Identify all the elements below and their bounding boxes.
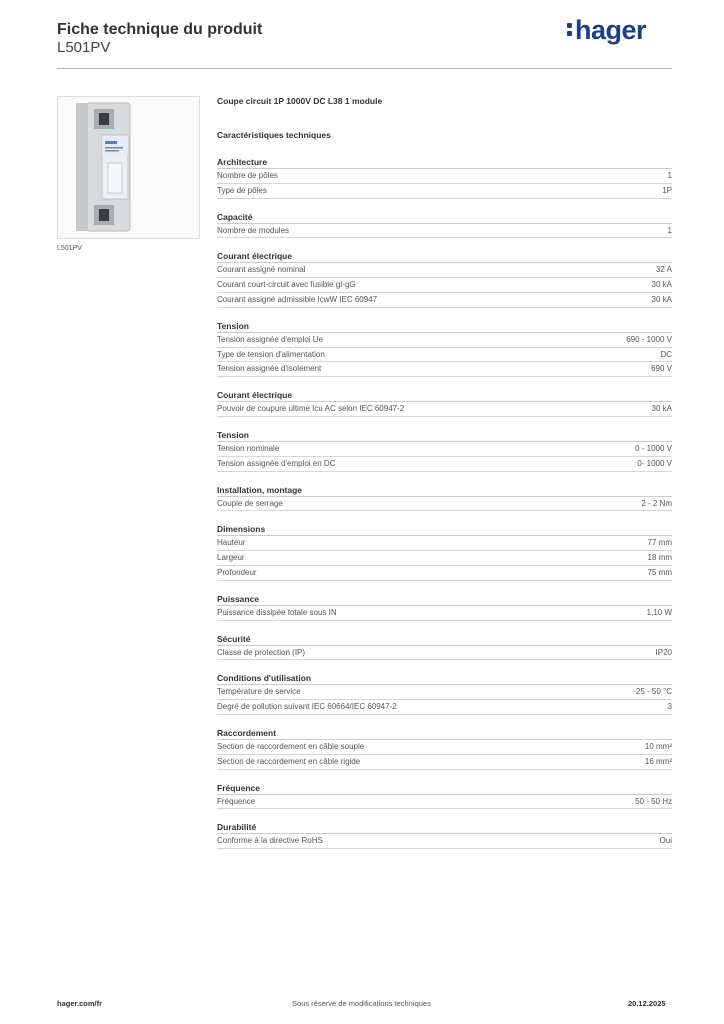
spec-row — [217, 497, 672, 512]
spec-label: Nombre de modules — [217, 225, 290, 235]
spec-row — [217, 333, 672, 348]
spec-value: 75 mm — [647, 567, 672, 577]
product-image — [57, 96, 200, 239]
spec-label: Largeur — [217, 553, 245, 563]
section-title: Tension — [217, 429, 672, 442]
section-title: Durabilité — [217, 821, 672, 834]
spec-value: 1 — [667, 171, 672, 180]
spec-value: 1,10 W — [646, 607, 672, 617]
spec-label: Nombre de pôles — [217, 171, 278, 180]
product-reference: L501PV — [57, 39, 111, 56]
spec-label: Fréquence — [217, 796, 256, 806]
spec-value: IP20 — [655, 647, 672, 657]
spec-row — [217, 755, 672, 770]
spec-row — [217, 536, 672, 551]
spec-row — [217, 293, 672, 308]
page-title: Fiche technique du produit — [57, 21, 263, 38]
spec-value: 690 V — [651, 364, 672, 374]
spec-label: Classe de protection (IP) — [217, 647, 306, 657]
spec-row — [217, 184, 672, 199]
section-title: Architecture — [217, 156, 672, 169]
spec-value: 2 - 2 Nm — [641, 498, 672, 508]
spec-label: Température de service — [217, 687, 301, 697]
spec-sections — [217, 156, 672, 849]
spec-label: Tension nominale — [217, 443, 280, 453]
spec-value: 1 — [667, 225, 672, 235]
spec-row — [217, 169, 672, 184]
spec-row — [217, 795, 672, 810]
spec-section — [217, 821, 672, 849]
spec-value: 1P — [662, 185, 672, 195]
spec-section — [217, 156, 672, 199]
spec-row — [217, 834, 672, 849]
product-description: Coupe circuit 1P 1000V DC L38 1 module — [217, 96, 383, 106]
spec-row — [217, 348, 672, 363]
spec-content — [217, 96, 672, 849]
spec-section — [217, 389, 672, 417]
spec-label: Section de raccordement en câble souple — [217, 741, 365, 751]
spec-section — [217, 727, 672, 770]
image-caption: L501PV — [57, 245, 82, 252]
spec-row — [217, 551, 672, 566]
header-divider — [57, 68, 672, 69]
spec-section — [217, 211, 672, 239]
spec-value: 10 mm² — [644, 741, 672, 751]
spec-row — [217, 457, 672, 472]
tech-characteristics-title: Caractéristiques techniques — [217, 130, 331, 140]
section-title: Sécurité — [217, 633, 672, 646]
spec-row — [217, 646, 672, 661]
spec-value: 18 mm — [647, 553, 672, 563]
spec-value: 30 kA — [651, 294, 672, 304]
spec-label: Tension assignée d'emploi en DC — [217, 458, 336, 468]
spec-label: Tension assignée d'isolement — [217, 364, 322, 374]
spec-row — [217, 606, 672, 621]
spec-value: 690 - 1000 V — [626, 334, 672, 344]
spec-section — [217, 429, 672, 472]
spec-value: 30 kA — [651, 280, 672, 290]
spec-value: 77 mm — [647, 538, 672, 548]
spec-label: Pouvoir de coupure ultime Icu AC selon IEC 60947-2 — [217, 404, 405, 414]
spec-label: Courant assigné admissible IcwW IEC 60947 — [217, 294, 378, 304]
spec-value: DC — [660, 349, 672, 359]
hager-logo — [567, 15, 646, 46]
spec-row — [217, 442, 672, 457]
section-title: Conditions d'utilisation — [217, 672, 672, 685]
spec-label: Type de pôles — [217, 185, 267, 195]
footer-date: 20.12.2025 — [628, 999, 666, 1008]
spec-row — [217, 566, 672, 581]
section-title: Courant électrique — [217, 250, 672, 263]
spec-section — [217, 782, 672, 810]
spec-value: 0 - 1000 V — [635, 443, 672, 453]
spec-section — [217, 250, 672, 307]
spec-label: Couple de serrage — [217, 498, 283, 508]
section-title: Puissance — [217, 593, 672, 606]
spec-label: Type de tension d'alimentation — [217, 349, 325, 359]
spec-section — [217, 523, 672, 580]
section-title: Installation, montage — [217, 484, 672, 497]
logo-text: hager — [575, 15, 647, 45]
section-title: Raccordement — [217, 727, 672, 740]
spec-value: 32 A — [655, 265, 672, 275]
spec-label: Section de raccordement en câble rigide — [217, 756, 361, 766]
section-title: Capacité — [217, 211, 672, 224]
spec-label: Hauteur — [217, 538, 246, 548]
spec-value: Oui — [659, 836, 672, 846]
spec-row — [217, 278, 672, 293]
section-title: Courant électrique — [217, 389, 672, 402]
footer-website: hager.com/fr — [57, 999, 103, 1008]
footer-notice: Sous réserve de modifications techniques — [292, 999, 431, 1008]
logo-dots-icon — [567, 20, 572, 39]
spec-section — [217, 484, 672, 512]
spec-label: Degré de pollution suivant IEC 60664/IEC 60947-2 — [217, 702, 397, 712]
spec-value: 16 mm² — [644, 756, 672, 766]
spec-value: -25 - 50 °C — [633, 687, 672, 697]
spec-value: 50 - 50 Hz — [635, 796, 672, 806]
spec-label: Tension assignée d'emploi Ue — [217, 334, 324, 344]
section-title: Fréquence — [217, 782, 672, 795]
spec-value: 30 kA — [651, 404, 672, 414]
spec-section — [217, 593, 672, 621]
spec-row — [217, 740, 672, 755]
spec-row — [217, 362, 672, 377]
section-title: Dimensions — [217, 523, 672, 536]
spec-row — [217, 224, 672, 239]
spec-label: Profondeur — [217, 567, 257, 577]
spec-value: 3 — [667, 702, 672, 712]
spec-label: Conforme à la directive RoHS — [217, 836, 323, 846]
spec-row — [217, 700, 672, 715]
spec-row — [217, 263, 672, 278]
fuse-holder-icon — [58, 97, 199, 238]
spec-label: Courant court-circuit avec fusible gI-gG — [217, 280, 356, 290]
spec-value: 0- 1000 V — [637, 458, 672, 468]
spec-section — [217, 672, 672, 715]
spec-label: Puissance dissipée totale sous IN — [217, 607, 337, 617]
spec-label: Courant assigné nominal — [217, 265, 306, 275]
spec-section — [217, 633, 672, 661]
spec-row — [217, 402, 672, 417]
section-title: Tension — [217, 320, 672, 333]
spec-section — [217, 320, 672, 377]
spec-row — [217, 685, 672, 700]
